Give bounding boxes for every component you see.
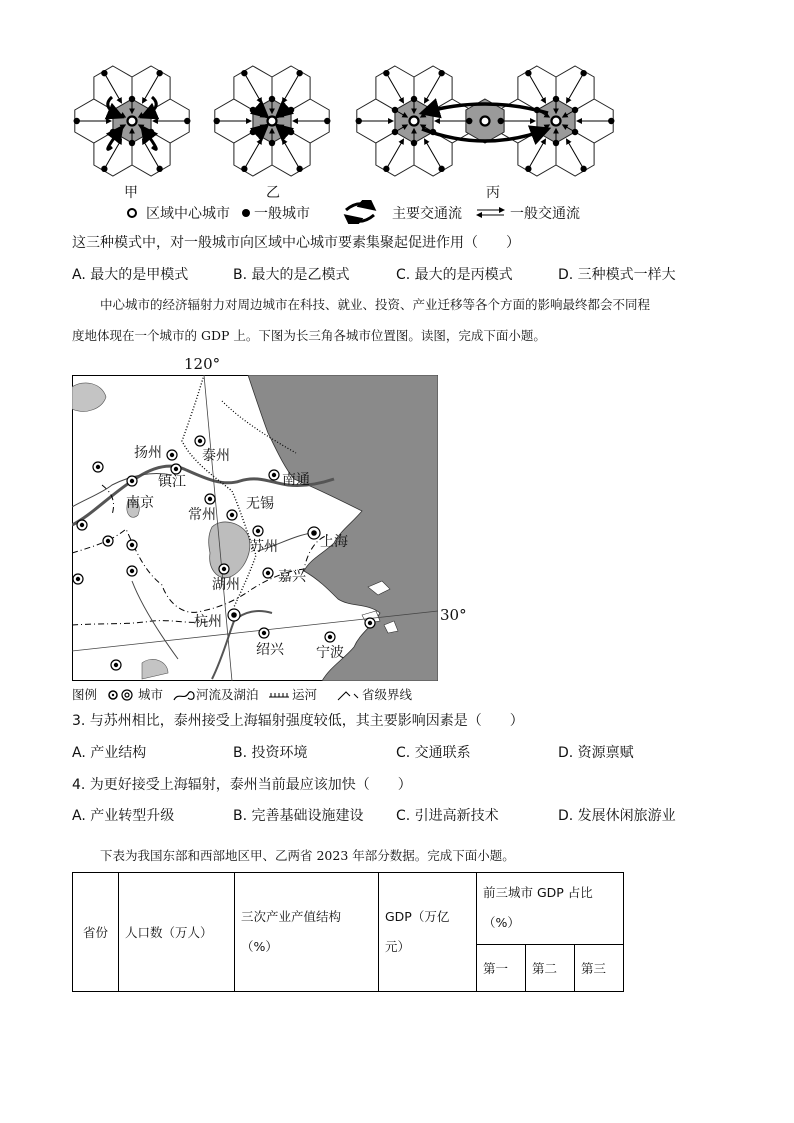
city-zhenjiang: 镇江 <box>158 474 186 490</box>
header-top3 <box>477 873 624 945</box>
general-city <box>525 166 531 172</box>
question-3-option-c[interactable]: C. 交通联系 <box>396 745 471 761</box>
general-city <box>411 96 417 102</box>
question-4-option-c[interactable]: C. 引进高新技术 <box>396 808 499 824</box>
yangtze-delta-map <box>72 375 438 681</box>
general-city <box>498 118 504 124</box>
question-3-option-a[interactable]: A. 产业结构 <box>72 745 147 761</box>
general-city <box>608 118 614 124</box>
header-structure <box>235 873 379 992</box>
center-city <box>410 117 419 126</box>
city-shanghai: 上海 <box>320 534 348 550</box>
normal-flow-icon <box>474 205 508 219</box>
general-city <box>129 96 135 102</box>
legend-center-city: 区域中心城市 <box>146 206 230 222</box>
city-suzhou: 苏州 <box>250 539 278 555</box>
general-city <box>148 129 154 135</box>
main-flow-icon <box>342 200 378 224</box>
center-city <box>128 117 137 126</box>
intro-table-paragraph: 下表为我国东部和西部地区甲、乙两省 2023 年部分数据。完成下面小题。 <box>100 848 515 863</box>
general-city <box>580 70 586 76</box>
label-bing: 丙 <box>486 185 500 201</box>
general-city <box>250 129 256 135</box>
city-symbol <box>240 207 252 219</box>
general-city <box>184 118 190 124</box>
general-city <box>250 107 256 113</box>
header-second: 第二 <box>526 944 575 991</box>
general-city <box>411 140 417 146</box>
question-4-option-d[interactable]: D. 发展休闲旅游业 <box>558 808 676 824</box>
city-nanjing: 南京 <box>126 495 154 511</box>
label-jia: 甲 <box>124 185 138 201</box>
province-data-table <box>72 872 624 992</box>
general-city <box>156 166 162 172</box>
map-legend-river: 河流及湖泊 <box>196 687 259 702</box>
general-city <box>356 118 362 124</box>
question-pattern-option-b[interactable]: B. 最大的是乙模式 <box>233 267 350 283</box>
legend-city: 一般城市 <box>254 206 310 222</box>
city-hangzhou: 杭州 <box>194 614 222 630</box>
general-city <box>324 118 330 124</box>
general-city <box>572 129 578 135</box>
general-city <box>269 140 275 146</box>
header-gdp-line2: 元） <box>385 939 411 954</box>
general-city <box>288 107 294 113</box>
header-gdp-line1: GDP（万亿 <box>385 909 450 924</box>
general-city <box>296 70 302 76</box>
general-city <box>101 70 107 76</box>
general-city <box>392 107 398 113</box>
city-jiaxing: 嘉兴 <box>278 569 306 585</box>
header-structure-line1: 三次产业产值结构 <box>241 909 342 924</box>
question-3-option-b[interactable]: B. 投资环境 <box>233 745 308 761</box>
longitude-label: 120° <box>184 355 221 373</box>
general-city <box>383 70 389 76</box>
map-legend-canal-icon <box>268 690 290 700</box>
label-yi: 乙 <box>266 185 280 201</box>
map-legend-title: 图例 <box>72 687 98 702</box>
general-city <box>430 107 436 113</box>
city-yangzhou: 扬州 <box>134 445 162 461</box>
header-top3-line2: （%） <box>483 915 520 931</box>
city-nantong: 南通 <box>282 472 310 488</box>
general-city <box>241 166 247 172</box>
question-pattern-option-a[interactable]: A. 最大的是甲模式 <box>72 267 189 283</box>
city-shaoxing: 绍兴 <box>256 642 284 658</box>
general-city <box>580 166 586 172</box>
general-city <box>101 166 107 172</box>
general-city <box>534 129 540 135</box>
question-4-option-b[interactable]: B. 完善基础设施建设 <box>233 808 364 824</box>
general-city <box>148 107 154 113</box>
city-ningbo: 宁波 <box>316 645 344 661</box>
map-legend-boundary: 省级界线 <box>362 687 413 702</box>
general-city <box>572 107 578 113</box>
question-pattern-option-c[interactable]: C. 最大的是丙模式 <box>396 267 513 283</box>
header-population: 人口数（万人） <box>119 873 235 992</box>
map-legend-river-icon <box>172 688 196 702</box>
general-city <box>74 118 80 124</box>
map-legend-city-icon <box>106 688 136 702</box>
general-city <box>241 70 247 76</box>
general-city <box>269 96 275 102</box>
center-city <box>268 117 277 126</box>
intro-paragraph-line2: 度地体现在一个城市的 GDP 上。下图为长三角各城市位置图。读图，完成下面小题。 <box>72 328 546 343</box>
general-city <box>466 118 472 124</box>
general-city <box>553 140 559 146</box>
header-third: 第三 <box>575 944 624 991</box>
general-city <box>296 166 302 172</box>
city-taizhou: 泰州 <box>202 448 230 464</box>
question-pattern-option-d[interactable]: D. 三种模式一样大 <box>558 267 676 283</box>
question-3-option-d[interactable]: D. 资源禀赋 <box>558 745 634 761</box>
header-structure-line2: （%） <box>241 939 278 954</box>
general-city <box>288 129 294 135</box>
city-changzhou: 常州 <box>188 507 216 523</box>
map-legend-canal: 运河 <box>292 687 318 702</box>
legend-main-flow: 主要交通流 <box>392 206 462 222</box>
city-wuxi: 无锡 <box>246 496 274 512</box>
map-legend-city: 城市 <box>138 687 164 702</box>
center-city <box>481 117 490 126</box>
center-city-symbol <box>126 207 138 219</box>
question-3-stem: 3. 与苏州相比，泰州接受上海辐射强度较低，其主要影响因素是（ ） <box>72 713 524 729</box>
center-city <box>552 117 561 126</box>
general-city <box>110 129 116 135</box>
general-city <box>430 129 436 135</box>
intro-paragraph-line1: 中心城市的经济辐射力对周边城市在科技、就业、投资、产业迁移等各个方面的影响最终都会不同程 <box>100 297 651 312</box>
general-city <box>214 118 220 124</box>
header-first: 第一 <box>477 944 526 991</box>
question-4-option-a[interactable]: A. 产业转型升级 <box>72 808 175 824</box>
general-city <box>438 70 444 76</box>
general-city <box>438 166 444 172</box>
question-pattern-stem: 这三种模式中，对一般城市向区域中心城市要素集聚起促进作用（ ） <box>72 235 520 251</box>
general-city <box>525 70 531 76</box>
general-city <box>534 107 540 113</box>
general-city <box>156 70 162 76</box>
general-city <box>383 166 389 172</box>
header-province: 省份 <box>73 873 119 992</box>
legend-normal-flow: 一般交通流 <box>510 206 580 222</box>
general-city <box>392 129 398 135</box>
city-huzhou: 湖州 <box>212 577 240 593</box>
general-city <box>553 96 559 102</box>
general-city <box>110 107 116 113</box>
general-city <box>129 140 135 146</box>
header-top3-line1: 前三城市 GDP 占比 <box>483 885 593 901</box>
map-legend-boundary-icon <box>336 688 360 702</box>
question-4-stem: 4. 为更好接受上海辐射，泰州当前最应该加快（ ） <box>72 777 412 793</box>
header-gdp <box>379 873 477 992</box>
latitude-label: 30° <box>440 606 467 624</box>
